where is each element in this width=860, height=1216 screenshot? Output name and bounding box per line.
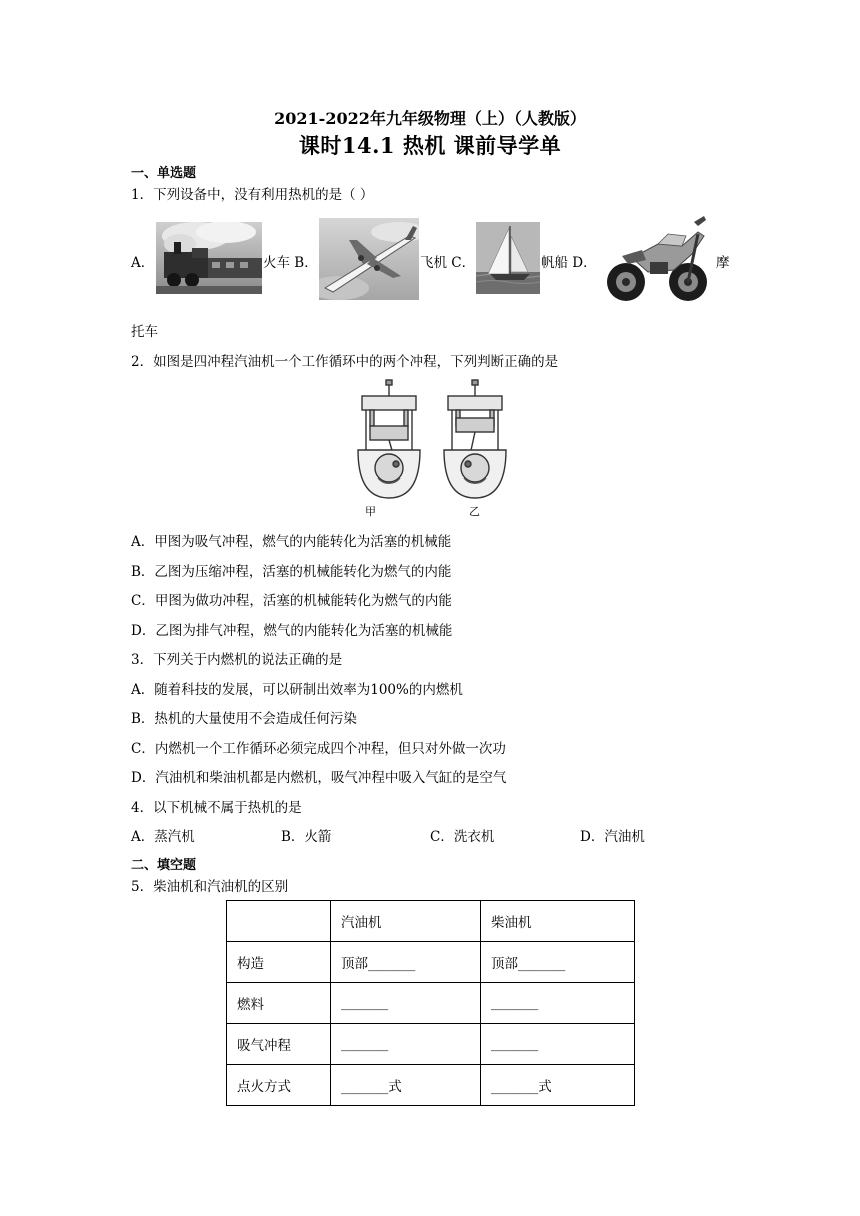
airplane-image [319,218,419,300]
q1-option-a-label: A． [131,255,155,271]
table-header-row [227,901,635,942]
diagram-label-jia: 甲 [365,505,376,518]
q3-option-b: B．热机的大量使用不会造成任何污染 [131,711,357,727]
q4-option-a: A．蒸汽机 [131,829,195,845]
train-image [156,222,262,294]
table-row [227,1065,635,1106]
question-2-stem: 2．如图是四冲程汽油机一个工作循环中的两个冲程，下列判断正确的是 [131,354,559,370]
table-cell: 点火方式 [227,1065,331,1106]
section-heading-fill-blank: 二、填空题 [131,858,197,873]
q4-option-b: B．火箭 [281,829,332,845]
q3-option-c: C．内燃机一个工作循环必须完成四个冲程，但只对外做一次功 [131,741,506,757]
table-cell: 柴油机 [481,901,635,942]
q1-option-d-continued: 托车 [131,324,158,340]
table-cell[interactable]: 顶部_______ [481,942,635,983]
table-cell[interactable]: 顶部_______ [331,942,481,983]
table-cell: 燃料 [227,983,331,1024]
q1-option-a-text: 火车 B． [263,255,318,271]
lesson-subtitle: 课时14.1 热机 课前导学单 [298,133,562,158]
engine-comparison-table [226,900,635,1106]
q4-option-c: C．洗衣机 [430,829,495,845]
table-cell[interactable]: _______ [481,983,635,1024]
table-cell [227,901,331,942]
table-cell[interactable]: _______式 [331,1065,481,1106]
q1-option-b-text: 飞机 C． [420,255,476,271]
document-title: 2021-2022年九年级物理（上）（人教版） [274,109,586,128]
q1-option-d-text: 摩 [716,255,730,271]
q2-option-c: C．甲图为做功冲程，活塞的机械能转化为燃气的内能 [131,593,452,609]
q3-option-a: A．随着科技的发展，可以研制出效率为100%的内燃机 [131,682,463,698]
q1-option-c-text: 帆船 D． [541,255,597,271]
question-3-stem: 3．下列关于内燃机的说法正确的是 [131,652,343,668]
table-row [227,942,635,983]
table-cell[interactable]: _______ [331,983,481,1024]
table-cell[interactable]: _______式 [481,1065,635,1106]
sailboat-image [476,222,540,294]
q2-option-d: D．乙图为排气冲程，燃气的内能转化为活塞的机械能 [131,623,453,639]
q4-option-d: D．汽油机 [580,829,645,845]
motorcycle-image [602,210,712,306]
table-row [227,1024,635,1065]
question-1-stem: 1．下列设备中，没有利用热机的是（ ） [131,187,374,203]
q2-option-a: A．甲图为吸气冲程，燃气的内能转化为活塞的机械能 [131,534,452,550]
table-cell: 汽油机 [331,901,481,942]
q2-option-b: B．乙图为压缩冲程，活塞的机械能转化为燃气的内能 [131,564,452,580]
question-4-stem: 4．以下机械不属于热机的是 [131,800,302,816]
table-cell: 构造 [227,942,331,983]
table-row [227,983,635,1024]
diagram-label-yi: 乙 [469,505,480,518]
table-cell[interactable]: _______ [331,1024,481,1065]
section-heading-single-choice: 一、单选题 [131,166,197,181]
q3-option-d: D．汽油机和柴油机都是内燃机，吸气冲程中吸入气缸的是空气 [131,770,507,786]
engine-strokes-diagram [352,378,512,502]
table-cell[interactable]: _______ [481,1024,635,1065]
question-5-stem: 5．柴油机和汽油机的区别 [131,879,289,895]
table-cell: 吸气冲程 [227,1024,331,1065]
